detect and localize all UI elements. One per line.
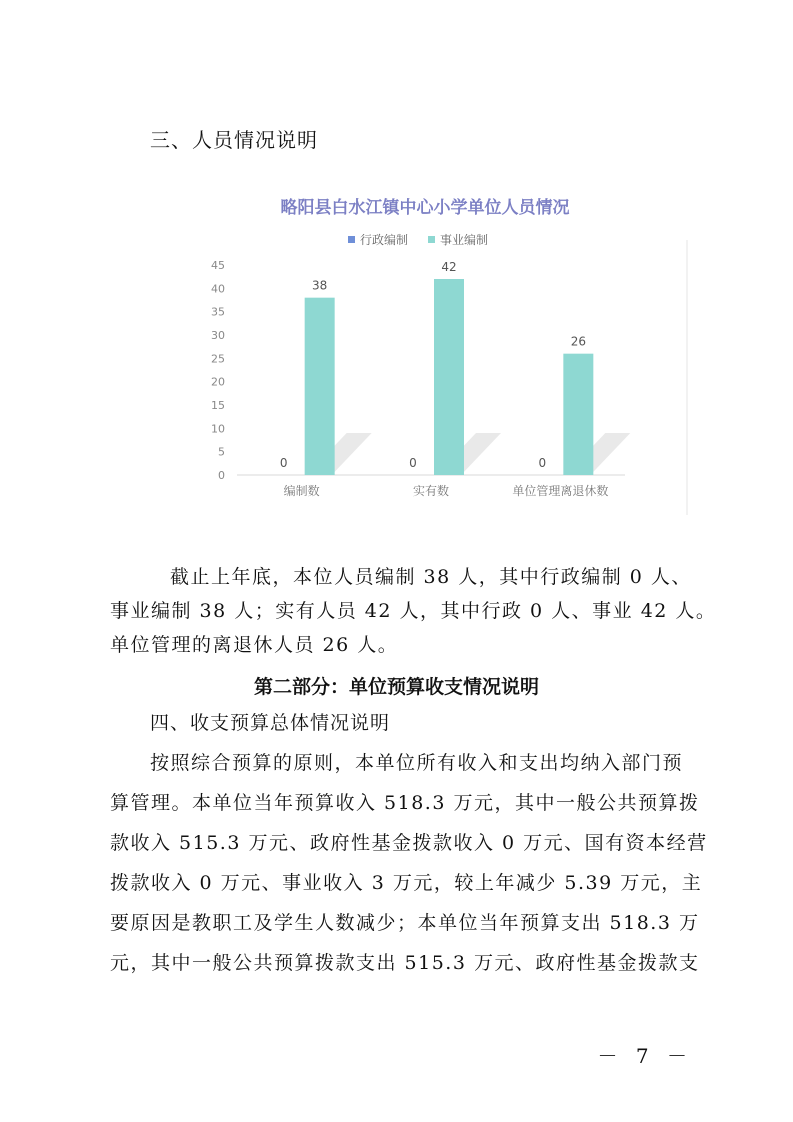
paragraph-line: 事业编制 38 人；实有人员 42 人，其中行政 0 人、事业 42 人。 — [110, 600, 717, 622]
paragraph-line: 截止上年底，本位人员编制 38 人，其中行政编制 0 人、 — [170, 566, 692, 588]
data-label: 42 — [441, 260, 457, 274]
x-tick-label: 实有数 — [412, 484, 450, 498]
y-tick-label: 0 — [218, 469, 225, 482]
bar — [305, 298, 335, 475]
paragraph-line: 元，其中一般公共预算拨款支出 515.3 万元、政府性基金拨款支 — [110, 952, 700, 974]
y-tick-label: 30 — [211, 329, 225, 342]
y-tick-label: 45 — [211, 259, 225, 272]
chart-svg — [185, 180, 690, 520]
y-tick-label: 20 — [211, 375, 225, 389]
part-two-title: 第二部分：单位预算收支情况说明 — [253, 676, 539, 698]
bar — [434, 279, 464, 475]
data-label: 38 — [312, 278, 328, 293]
y-tick-label: 40 — [211, 282, 225, 296]
x-tick-label: 单位管理离退休数 — [512, 484, 609, 498]
section-heading-personnel: 三、人员情况说明 — [150, 128, 318, 152]
legend-label: 事业编制 — [440, 233, 489, 247]
data-label: 0 — [538, 456, 547, 470]
y-tick-label: 35 — [211, 305, 225, 319]
paragraph-line: 款收入 515.3 万元、政府性基金拨款收入 0 万元、国有资本经营 — [110, 832, 708, 854]
legend-swatch — [348, 236, 355, 243]
y-tick-label: 10 — [211, 422, 225, 436]
x-tick-label: 编制数 — [283, 484, 320, 498]
y-tick-label: 15 — [211, 399, 225, 412]
y-tick-label: 5 — [218, 445, 225, 459]
section-heading-budget: 四、收支预算总体情况说明 — [150, 712, 391, 734]
paragraph-line: 要原因是教职工及学生人数减少；本单位当年预算支出 518.3 万 — [110, 912, 700, 934]
page-number: － 7 － — [597, 1044, 693, 1068]
data-label: 0 — [279, 456, 288, 470]
legend-label: 行政编制 — [360, 233, 409, 247]
data-label: 26 — [570, 334, 586, 349]
data-label: 0 — [409, 456, 417, 470]
paragraph-line: 拨款收入 0 万元、事业收入 3 万元，较上年减少 5.39 万元，主 — [110, 872, 703, 894]
paragraph-line: 算管理。本单位当年预算收入 518.3 万元，其中一般公共预算拨 — [110, 792, 700, 814]
paragraph-line: 按照综合预算的原则，本单位所有收入和支出均纳入部门预 — [150, 752, 684, 774]
chart-legend — [348, 232, 488, 247]
legend-swatch — [428, 236, 435, 243]
chart-x-labels — [284, 483, 609, 498]
chart-title: 略阳县白水江镇中心小学单位人员情况 — [280, 198, 570, 218]
chart-axis — [211, 259, 625, 482]
personnel-chart — [185, 180, 690, 520]
chart-bars — [280, 260, 630, 475]
paragraph-line: 单位管理的离退休人员 26 人。 — [110, 634, 399, 656]
y-tick-label: 25 — [211, 352, 225, 366]
bar — [563, 354, 593, 475]
